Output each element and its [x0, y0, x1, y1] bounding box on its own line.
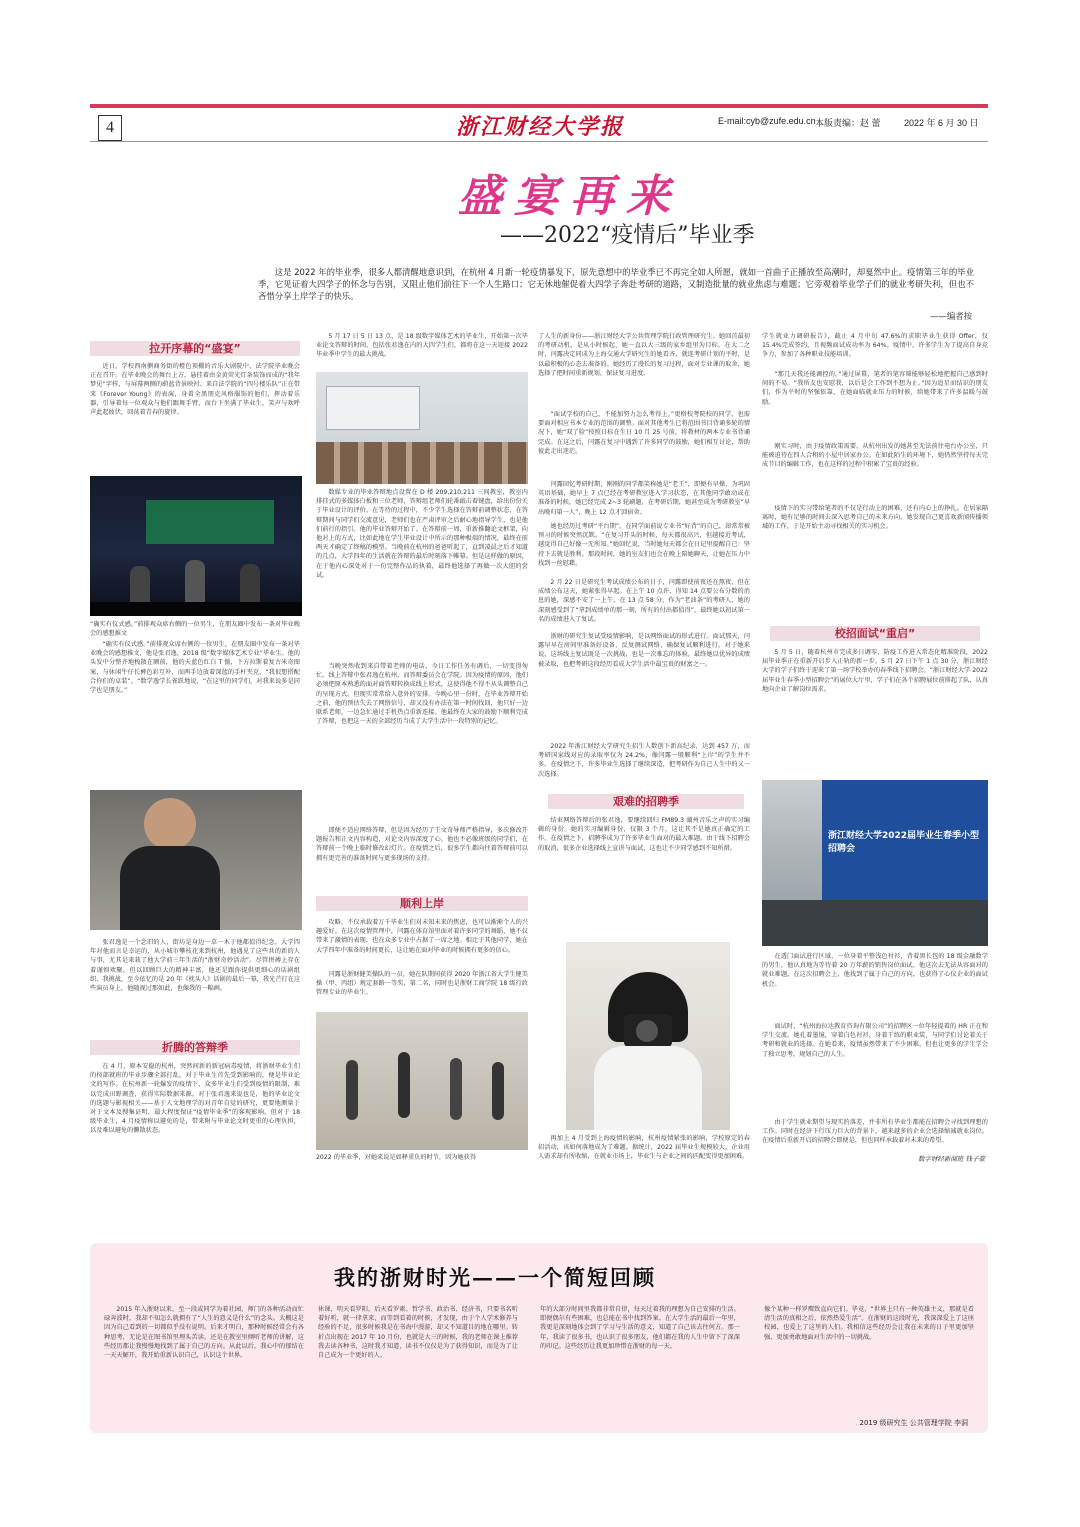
- photo-caption-1: “确实有仪式感。”前排观众席右侧的一位男生，在朋友圈中发布一条对毕业晚会的感想推文: [90, 621, 300, 638]
- col2-text-f: 闫露是浙财健美操队的一员，她在队期间获得 2020 年浙江省大学生健美操（甲、丙组）规定套路一等奖，第二名，同时也是浙财工商学院 18 级行政管理专业的毕业生。: [316, 971, 528, 997]
- col4-text-d: 疫情下的实习带给笔者的不仅是行动上的困难，还有内心上的挣扎。在居家隔离时，她有足够的时间去深入思考自己的未来方向。她发现自己更喜欢新闻传播领域的工作，于是开始主动寻找相关的实习机会。: [762, 505, 988, 531]
- section-head-defense: 折腾的答辩季: [90, 1040, 300, 1055]
- col3-text-i: 再加上 4 月受到上海疫情的影响，杭州疫情紧张的影响，学校原定的春招活动，该如何落地成为了难题。据统计，2022 届毕业生规模较大，企业用人需求却有所收缩，在就业市场上，毕业生与企业之间的匹配变得更加困难。: [538, 1135, 750, 1161]
- dance-photo: [316, 1012, 528, 1150]
- essay-col2: 休课，明天看罗阳，后天看罗素。哲学书、政治书、经济书，只要书名听着好听，就一律拿来，而等到看着的时候，才发现，由于个人学术修养与经验的不足，很多时候我是在书海中漫游，却又不知道目的地在哪里。转折点出现在 2017 年 10 月份，也就是大三的时候，我的老师在课上推荐我去读各种书，这时我才知道，读书不仅仅是为了获得知识，而是为了让自己成为一个更好的人。: [318, 1306, 518, 1360]
- col1-text-b: “确实有仪式感。”前排观众席右侧的一位男生，在朋友圈中发布一条对毕业晚会的感想推文，他是张君逸，2018 级“数字媒体艺术专业”毕业生。他的头发中分整齐地梳散在额前，他的天蓝色红白 T 恤，下方拉斯着复古米奇图案，与休闲牛仔长裤色彩互补，而两手边放着深蓝的手杆夹克，“我很想搭配合你们的卓装”，“数学逸学长雀跃地说，“在这里的同学们，对我来说多是同学也是朋友。”: [90, 641, 300, 695]
- col4-text-h: 由于学生就业期望与现实的落差，并非所有毕业生都能在招聘会寻找到理想的工作。同时在经济下行压力巨大的背景下，越来越多的企业会选择缩减就业岗位。在疫情后重新开启的招聘会即便是，但也同样承载着对未来的希望。: [762, 1119, 988, 1145]
- feature-subtitle: ——2022“疫情后”毕业季: [500, 223, 755, 248]
- portrait-photo: [90, 790, 302, 930]
- col3-text-d: 她也经历过考研“平台期”。在同学面前说专业书“好背”的自己，却常常被预习的时候突然沉默。“在复习开头的时候，每天都很高兴，但越接近考试，越觉得自己好像一无所知。”她回忆说，当时她每天都会在日记里提醒自己：坚持下去就是胜利。那段时间，她的室友们也会在晚上陪她聊天，让她在压力中找到一丝慰藉。: [538, 523, 750, 567]
- feature-title: 盛宴再来: [458, 171, 682, 222]
- photo-caption-2: 2022 的毕业季，对她来说是如释重负的时节，因为她获得: [316, 1154, 477, 1161]
- page-number-box: [98, 115, 122, 141]
- essay-col4: 像个某种一样罗鹰致直向它们。毕竟，“世界上只有一种英雄主义，那就是看清生活的真相之后，依然热爱生活”。在浙财的这段时光，我深深爱上了这座校园，也爱上了这里的人们。我相信这些经历会让我在未来的日子里更加坚强、更加勇敢地面对生活中的一切挑战。: [764, 1306, 974, 1341]
- col3-text-f: 浙财的研究生复试受疫情影响，是以网络面试的形式进行。面试那天，闫露早早在房间里准备好设备，反复测试网络，确保复试顺利进行。对于她来说，这场线上复试既是一次挑战，也是一次难忘的体验。最终她以优异的成绩被录取，也把考研这段经历看成大学生活中最宝贵的财富之一。: [538, 633, 750, 668]
- intro-box: [258, 266, 974, 330]
- col2-text-b: 数媒专业的毕业答辩地点设置在 D 楼 209,210,211 三间教室，教室内排挂式的多媒体白板和三位老师，答辩组老师们轮番敲击着键盘，给出份份关于毕业设计的评价。在等待的过程中，不少学生选择在答辩前调整状态，在答辩期间与同学们交流意见，老师们也在严肃评审之后耐心地指导学生，也是他们前行的指引。他的毕业答辩开始了。在答辩前一周，重新推翻论文框架，向他对上的方式，比如此地在学生毕业设计中所示的那种极端的情况，最终在前两天才确定了终稿的模型。当晚前在杭州的爸爸听起了，直到凌晨之后才知道的几点，大学四年的生活就在答辩的最后时刻落下帷幕。但是这样做的原因，在于他内心深处对于一份完整作品的执着，最终他选择了再做一次大胆的尝试。: [316, 489, 528, 579]
- intro-text: 这是 2022 年的毕业季，很多人都清醒地意识到，在杭州 4 月新一轮疫情暴发下，原先意想中的毕业季已不再完全如人所愿，就如一首曲子正播放至高潮时，却戛然中止。疫情第三年的毕业季，它见证着大四学子的怀念与告别，又阻止他们前往下一个人生路口；它无休地催促着大四学子奔赴考研的道路，又制造批量的就业焦虑与难题；它旁观着毕业学子们的就业考研失利，但也不吝惜分享上岸学子的快乐。: [258, 267, 974, 302]
- col2-text-a: 5 月 17 日 5 日 13 点，是 18 级数字媒体艺术的毕业生，开始第一次毕业论文答辩的时间，包括张君逸在内的大四学生们，都将在这一天迎接 2022 毕业季中学生的最大挑战。: [316, 333, 528, 359]
- col2-text-c: 当晚突然收到来自带着老师的电话，今日工作任务有调后，一切变得匆忙。线上答辩中张君逸在杭州，而答辩委员会在学院。因为疫情的原因，他们必须把原本熟悉的面对面答辩转换成线上形式，这使得他不得不从头调整自己的呈现方式。但现实常常给人意外的安排。今晚心里一份时，在毕业答辩开始之前，他的预估失去了网络信号，却又没有办法在第一时间找回，他只好一边联系老师，一边急忙通过手机热点重新连接。他最终在大家的鼓励下顺利完成了答辩，也把这一天的全部经历当成了大学生活中一段特别的记忆。: [316, 663, 528, 726]
- col1-text-d: 在 4 月，原本安稳的杭州，突然间新的新冠病毒疫情，将浙财毕业生们的按部就班的毕业步骤全部打乱。对于毕业生首先受到影响的，便是毕业论文的写作。在杭州新一轮爆发的疫情下，众多毕业生们受到疫情的限制，难以完成田野调查，获得实际数据来源。对于张君逸来说也是，他的毕业论文的选题与影视相关——基于人文地理学的对青年自觉的研究，更要地测量于对于文本及搜集证明，最大程度保证“疫情毕业季”的客观影响。但对于 18 级毕业生，4 月疫情称以避免的是，带来附与毕业论文时更重的心理负担，以及难以避免的懒散状态。: [90, 1063, 300, 1135]
- masthead-email: E-mail:cyb@zufe.edu.cn: [718, 116, 816, 126]
- masthead-editor: 本版责编：赵 蕾: [815, 118, 881, 128]
- masthead-date: 2022 年 6 月 30 日: [904, 118, 979, 128]
- col4-text-a: 学生就业力调研报告》，截止 4 月中旬 47.6%的求职毕业生获得 Offer，仅 15.4%完成签约，且视频面试成功率为 64%。疫情中，许多学生为了提高自身竞争力，参加了各种职业技能培训。: [762, 333, 988, 359]
- essay-col1: 2015 年入浙财以来，至一段或同学为着社园，师门的各种活动而忙碌奔波时，我却不知怎么就拥有了“人生的意义是什么”的念头。大概这是因为自己看到的一切都似乎没有说明。后来才明白，那种时候经常会有各种思考，无论是在图书馆里埋头苦读，还是在教室里倾听老师的讲解，这些经历都让我慢慢地找到了属于自己的方向。从此以后，我心中的郁结在一天天解开，我开始重新认识自己，认识这个世界。: [104, 1306, 304, 1360]
- col2-text-d: 即便不适应网络答辩，但是因为经历了王文奇导师严格指导，多次修改开题报告和正文内容构造，对论文内容深度了心。他也不必像班级的同学们，在答辩前一个晚上临时修改幻灯片。在疫情之后，很多学生都向往着答辩前可以拥有更完善的准备时间与更多现场的支持。: [316, 827, 528, 862]
- paper-name: 浙江财经大学报: [456, 114, 625, 140]
- col3-text-a: 了人生的新身份——浙江财经大学公共管理学院行政管理研究生。她回首最初的考研动机，是从小时候起，她一直以大三级的家乡组里为目标。在大二之时，闫露决定同成为上海交通大学研究生的她看齐，就连考研计划的平时，是以最积极的心态去准备的。她经历了漫长的复习过程，面对专业课的取舍，她选择了把时间重新规划，保证复习进度。: [538, 333, 750, 377]
- col4-text-f: 在透门面试进行区域，一位身着平整浅色衬衫，背着黑长包的 18 级金融数学的男生，他认真地为等待着 20 万年薪的销售岗位面试。他这次去无法从容面对的就业难题，在这次招聘会上，他找到了属于自己的方向，也获得了心仪企业的面试机会。: [762, 953, 988, 988]
- banner-title: 浙江财经大学2022届毕业生春季小型招聘会: [828, 831, 980, 854]
- col3-text-e: 2 月 22 日是研究生考试成绩公布的日子，闫露即使前夜还在熬夜，但在成绩公布这天，她紧张得早起。在上午 10 点许，得知 14 点要公布分数的消息的她，深感不安了一上午，在 13 点 58 分，作为“老油条”的考研人，她的深刻感受到了“拿到成绩单的那一刻，所有的付出都值得”，最终她以初试第一名的成绩进入了复试。: [538, 579, 750, 623]
- camera-photo: [566, 942, 730, 1130]
- col3-text-b: “面试学校的自己，不能加努力怎么考得上。”更格校考院校的同学，也需要面对相应书本专业的范围的调整。面对其他考生已将范围书目背诵多轮的情况下，她“双了脸”按照日标在生日 10 月 25 号前，将教材的两本专业书背诵完成。在这之后，闫露在复习中遇到了许多同学的鼓励，她们相互讨论，帮助彼此走出迷茫。: [538, 411, 750, 455]
- page-number: 4: [106, 119, 114, 136]
- job-fair-photo: [762, 780, 988, 946]
- intro-sign: ——编者按: [930, 311, 972, 321]
- section-head-ashore: 顺利上岸: [316, 896, 528, 911]
- col4-text-b: “那几天我还能调控的。”通过屏幕，笔者的笔容筛能够轻松地把握自己感到时间的不易。“我所友也安慰我，以后是会工作到不想为止。”因为追星而结识的朋友们，作为平时的坚强依靠，在她面临就业压力的时候，给她带来了许多温暖与鼓励。: [762, 371, 988, 406]
- classroom-photo: [316, 372, 528, 484]
- article-byline: 数字财经新闻班 钱子豪: [917, 1155, 985, 1163]
- col3-text-c: 闫露回忆考研时期，刚刚的同学都笑称她是“老王”，即便有早操，为巩固英语基础，她早上 7 点已经在考研教室进入学习状态，在其他同学敢动或在准备的时候，她已经完成 2~3 轮刷题，在考研后期，她甚至成为考研教室“早出晚归第一人”，晚上 12 点才回宿舍。: [538, 481, 750, 516]
- essay-sign: 2019 级研究生 公共管理学院 李洞: [859, 1419, 968, 1427]
- col1-text-c: 张君逸是一个念旧的人，街坊是身边一草一木于他都值得纪念。大学四年对他而言是幸运的，从小城市攀枝花来到杭州，他遇见了这些共的新的人与事，尤其是来栽了他大学前三年生活的“浙财奇妙活动”。尽管拼搏上存在着谨慎欢聚，但以回顾巨大的精神丰富，他还是跟你提供更细心的话剧组织、我挑战，至今依忆的是 20 年《枕头人》话剧的最后一幕，我光芒打在这些演员身上，他随视过那如此，也像我的一幅画。: [90, 939, 300, 993]
- col4-text-e: 5 月 5 日，随着杭州市完成多日调零，防疫工作进入常态化精准阶段，2022 届毕业季正在重新开启步入正轨的新一步。5 月 27 日下午 1 点 30 分，浙江财经大学的学子们终于迎来了第一场学校举办的春季线下招聘会。“浙江财经大学 2022 届毕业生春季小型招聘会”的展位大厅里，学子们在各个招聘展位前排起了队，认真地向企业了解岗位需求。: [762, 649, 988, 693]
- section-head-interview: 校招面试“重启”: [770, 626, 980, 641]
- section-head-recruiting: 艰难的招聘季: [548, 794, 744, 809]
- masthead-rule: [90, 141, 988, 142]
- col1-text-a: 近日，学校西南侧商务街的橙色顶棚的音乐大剧院中，法学院毕业晚会正在召开。在毕业晚会的舞台上方，悬挂着由金黄荧光灯条装饰而成的“我年梦见”字样，与屏幕两侧的蔚蓝背景映衬。来自法学院的“四号楼乐队”正在带来《Forever Young》的表演，身着全黑朋克风格服饰的他们，挥动着乐器，引导着每一位观众与他们跟舞手臂，而台下坐满了毕业生，笑声与欢呼声此起彼伏，回荡着青春的旋律。: [90, 363, 300, 417]
- col4-text-g: 面试时，“杭州海拉达教育咨询有限公司”的招聘区一位年轻提着的 HR 正在和学生交流。她孔着墨镜，穿着白色衬衫，身着干练的职业装，与同学们讨论着关于考研和就业的选择。在她看来，疫情虽然带来了不少困难，但也让更多的学生学会了独立思考，规划自己的人生。: [762, 1023, 988, 1058]
- col3-text-h: 结束网络答辩后的张君逸，要继续回归 FM89.3 湖州音乐之声的实习编辑的身份。她的实习编辑身份，仅限 3 个月，这让其不是她真正确定的工作。在疫情之下，招聘季成为了许多毕业生面对的最大难题。由于线下招聘会的取消，很多企业选择线上宣讲与面试，这也让不少同学感到不知所措。: [538, 817, 750, 852]
- section-head-prelude: 拉开序幕的“盛宴”: [90, 341, 300, 356]
- essay-col3: 年的大部分时间里我都非常自律，每天过着我的理想为自己安排的生活。即便偶尔有些困难，也总能在书中找到答案。在大学生活的最后一年里，我更是深刻地体会到了学习与生活的意义，知道了自己该去往何方。那一年，我读了很多书，也认识了很多朋友，他们都在我的人生中留下了深深的印记。这些经历让我更加珍惜在浙财的每一天。: [540, 1306, 740, 1350]
- col3-text-g: 2022 年浙江财经大学研究生招生人数创下新高纪录，达到 457 万，而考研国家线对应的录取率仅为 24.2%，像闫露一般顺利“上岸”的学生并不多。在疫情之下，许多毕业生选择了继续深造，把考研作为自己人生中的又一次选择。: [538, 743, 750, 778]
- essay-title: 我的浙财时光——一个简短回顾: [334, 1265, 656, 1290]
- top-rule: [90, 104, 988, 108]
- col4-text-c: 刚实习时，由于疫情政策需要，从杭州出发的她甚至无法前往电台办公室，只能被迫待在四人合租的小屋中居家办公。在如此陌生的环境下，她仍然坚持每天完成节目的编辑工作，也在这样的过程中积累了宝贵的经验。: [762, 443, 988, 469]
- concert-photo: [90, 476, 302, 616]
- col2-text-e: 攻略，不仅承载着万千毕业生们对未知未来的焦虑，也可以渐渐个人的兴趣爱好。在这次疫情管理中，闫露在体育馆里面对着许多同学的舞蹈，她不仅带来了激情的表现，也在众多专业中占据了一席之地。相比于其他同学，她在大学四年中准备的时间更长，这让她在面对毕业的时候拥有更多的信心。: [316, 919, 528, 954]
